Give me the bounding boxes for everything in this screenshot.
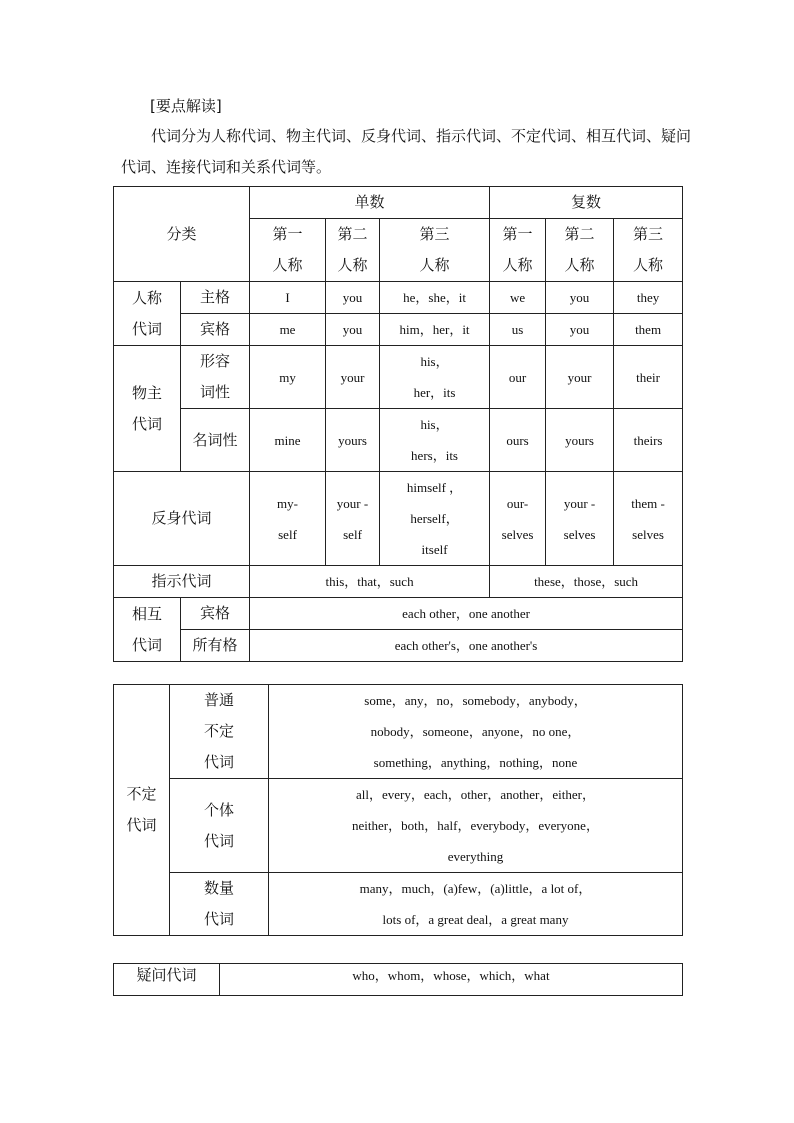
cell-text-line: 第一 bbox=[272, 225, 303, 243]
noun-form-label: 名词性 bbox=[181, 409, 250, 472]
classify-header: 分类 bbox=[114, 187, 250, 282]
object-case-label: 宾格 bbox=[181, 314, 250, 346]
cell-text-line: neither，both，half，everybody，everyone， bbox=[352, 818, 599, 833]
cell-text-line: 第二 bbox=[564, 225, 595, 243]
cell-text-line: 形容 bbox=[200, 352, 231, 370]
cell-text-line: herself， bbox=[410, 511, 459, 526]
cell-text-line: something，anything，nothing，none bbox=[373, 755, 578, 770]
table-cell bbox=[269, 873, 683, 936]
cell-text-line: some，any，no，somebody，anybody， bbox=[364, 693, 587, 708]
table-cell: you bbox=[326, 314, 380, 346]
cell-text-line: 数量 bbox=[203, 879, 234, 897]
cell-text-line: 第一 bbox=[502, 225, 533, 243]
table-cell: this，that，such bbox=[250, 566, 490, 598]
reciprocal-pronoun-label bbox=[114, 598, 181, 662]
cell-text-line: 代词 bbox=[131, 635, 162, 654]
cell-text-line: my- bbox=[277, 495, 298, 511]
table-cell: you bbox=[546, 282, 614, 314]
cell-text-line: 人称 bbox=[419, 256, 450, 274]
person-header bbox=[614, 219, 683, 282]
table-cell: I bbox=[250, 282, 326, 314]
object-case-label: 宾格 bbox=[181, 598, 250, 630]
table-cell bbox=[326, 472, 380, 566]
section-heading: [要点解读] bbox=[150, 97, 222, 115]
cell-text-line: selves bbox=[632, 526, 664, 542]
subcategory-label bbox=[170, 873, 269, 936]
cell-text-line: 第二 bbox=[337, 225, 368, 243]
table-cell: me bbox=[250, 314, 326, 346]
table-cell: our bbox=[490, 346, 546, 409]
cell-text-line: our- bbox=[506, 495, 529, 511]
cell-text-line: 物主 bbox=[131, 383, 162, 402]
table-cell bbox=[380, 472, 490, 566]
interrogative-pronoun-label: 疑问代词 bbox=[114, 964, 220, 996]
cell-text-line: 不定 bbox=[126, 785, 157, 803]
cell-text-line: 人称 bbox=[633, 256, 664, 274]
cell-text-line: 人称 bbox=[502, 256, 533, 274]
table-cell: he，she，it bbox=[380, 282, 490, 314]
cell-text-line: 个体 bbox=[203, 800, 234, 819]
table-cell: these，those，such bbox=[490, 566, 683, 598]
personal-pronoun-label bbox=[114, 282, 181, 346]
possessive-case-label: 所有格 bbox=[181, 630, 250, 662]
table-cell: they bbox=[614, 282, 683, 314]
person-header bbox=[490, 219, 546, 282]
table-cell bbox=[490, 472, 546, 566]
indefinite-pronoun-label bbox=[114, 685, 170, 936]
plural-header: 复数 bbox=[490, 187, 683, 219]
pronoun-table-main bbox=[113, 186, 683, 662]
person-header bbox=[250, 219, 326, 282]
table-cell bbox=[250, 472, 326, 566]
table-cell bbox=[269, 779, 683, 873]
cell-text-line: 代词 bbox=[203, 910, 234, 928]
table-cell: who，whom，whose，which，what bbox=[220, 964, 683, 996]
possessive-pronoun-label bbox=[114, 346, 181, 472]
cell-text-line: his， bbox=[420, 417, 449, 432]
table-cell bbox=[269, 685, 683, 779]
cell-text-line: 人称 bbox=[131, 288, 162, 307]
subject-case-label: 主格 bbox=[181, 282, 250, 314]
cell-text-line: 不定 bbox=[203, 722, 234, 740]
cell-text-line: self bbox=[343, 526, 362, 542]
cell-text-line: 代词 bbox=[203, 831, 234, 850]
cell-text-line: all，every，each，other，another，either， bbox=[356, 787, 595, 802]
subcategory-label bbox=[170, 779, 269, 873]
cell-text-line: hers，its bbox=[411, 448, 458, 463]
cell-text-line: nobody，someone，anyone，no one， bbox=[370, 724, 581, 739]
cell-text-line: lots of，a great deal，a great many bbox=[382, 912, 569, 927]
cell-text-line: self bbox=[278, 526, 297, 542]
cell-text-line: 代词 bbox=[131, 319, 162, 338]
person-header bbox=[326, 219, 380, 282]
table-cell bbox=[380, 346, 490, 409]
cell-text-line: 第三 bbox=[419, 225, 450, 243]
indefinite-pronoun-table bbox=[113, 684, 683, 936]
cell-text-line: your - bbox=[563, 495, 596, 511]
cell-text-line: 代词 bbox=[203, 753, 234, 771]
table-cell: we bbox=[490, 282, 546, 314]
subcategory-label bbox=[170, 685, 269, 779]
adjective-form-label bbox=[181, 346, 250, 409]
table-cell: him，her，it bbox=[380, 314, 490, 346]
reflexive-pronoun-label: 反身代词 bbox=[114, 472, 250, 566]
cell-text-line: himself ， bbox=[406, 480, 463, 495]
cell-text-line: selves bbox=[563, 526, 596, 542]
cell-text-line: 第三 bbox=[633, 225, 664, 243]
cell-text-line: many，much，(a)few，(a)little，a lot of， bbox=[359, 881, 592, 896]
table-cell: each other，one another bbox=[250, 598, 683, 630]
cell-text-line: 代词 bbox=[126, 816, 157, 834]
cell-text-line: her，its bbox=[413, 385, 456, 400]
singular-header: 单数 bbox=[250, 187, 490, 219]
table-cell bbox=[546, 472, 614, 566]
cell-text-line: itself bbox=[421, 542, 448, 557]
cell-text-line: 代词 bbox=[131, 414, 162, 433]
table-cell: you bbox=[546, 314, 614, 346]
cell-text-line: them - bbox=[631, 495, 665, 511]
table-cell: mine bbox=[250, 409, 326, 472]
cell-text-line: 相互 bbox=[131, 604, 162, 623]
table-cell: yours bbox=[326, 409, 380, 472]
cell-text-line: 词性 bbox=[200, 383, 231, 401]
person-header bbox=[380, 219, 490, 282]
cell-text-line: 人称 bbox=[272, 256, 303, 274]
table-cell: yours bbox=[546, 409, 614, 472]
cell-text-line: your - bbox=[336, 495, 369, 511]
cell-text-line: 人称 bbox=[337, 256, 368, 274]
table-cell: us bbox=[490, 314, 546, 346]
table-cell: their bbox=[614, 346, 683, 409]
demonstrative-pronoun-label: 指示代词 bbox=[114, 566, 250, 598]
table-cell: theirs bbox=[614, 409, 683, 472]
cell-text-line: 人称 bbox=[564, 256, 595, 274]
cell-text-line: selves bbox=[501, 526, 534, 542]
table-cell: ours bbox=[490, 409, 546, 472]
intro-paragraph: 代词分为人称代词、物主代词、反身代词、指示代词、不定代词、相互代词、疑问代词、连接代词和关系代词等。 bbox=[121, 127, 692, 176]
table-cell bbox=[614, 472, 683, 566]
table-cell bbox=[380, 409, 490, 472]
person-header bbox=[546, 219, 614, 282]
table-cell: them bbox=[614, 314, 683, 346]
table-cell: your bbox=[326, 346, 380, 409]
table-cell: my bbox=[250, 346, 326, 409]
interrogative-pronoun-table bbox=[113, 963, 683, 996]
table-cell: your bbox=[546, 346, 614, 409]
table-cell: each other's，one another's bbox=[250, 630, 683, 662]
cell-text-line: everything bbox=[447, 849, 504, 864]
table-cell: you bbox=[326, 282, 380, 314]
cell-text-line: 普通 bbox=[203, 691, 234, 709]
cell-text-line: his， bbox=[420, 354, 449, 369]
